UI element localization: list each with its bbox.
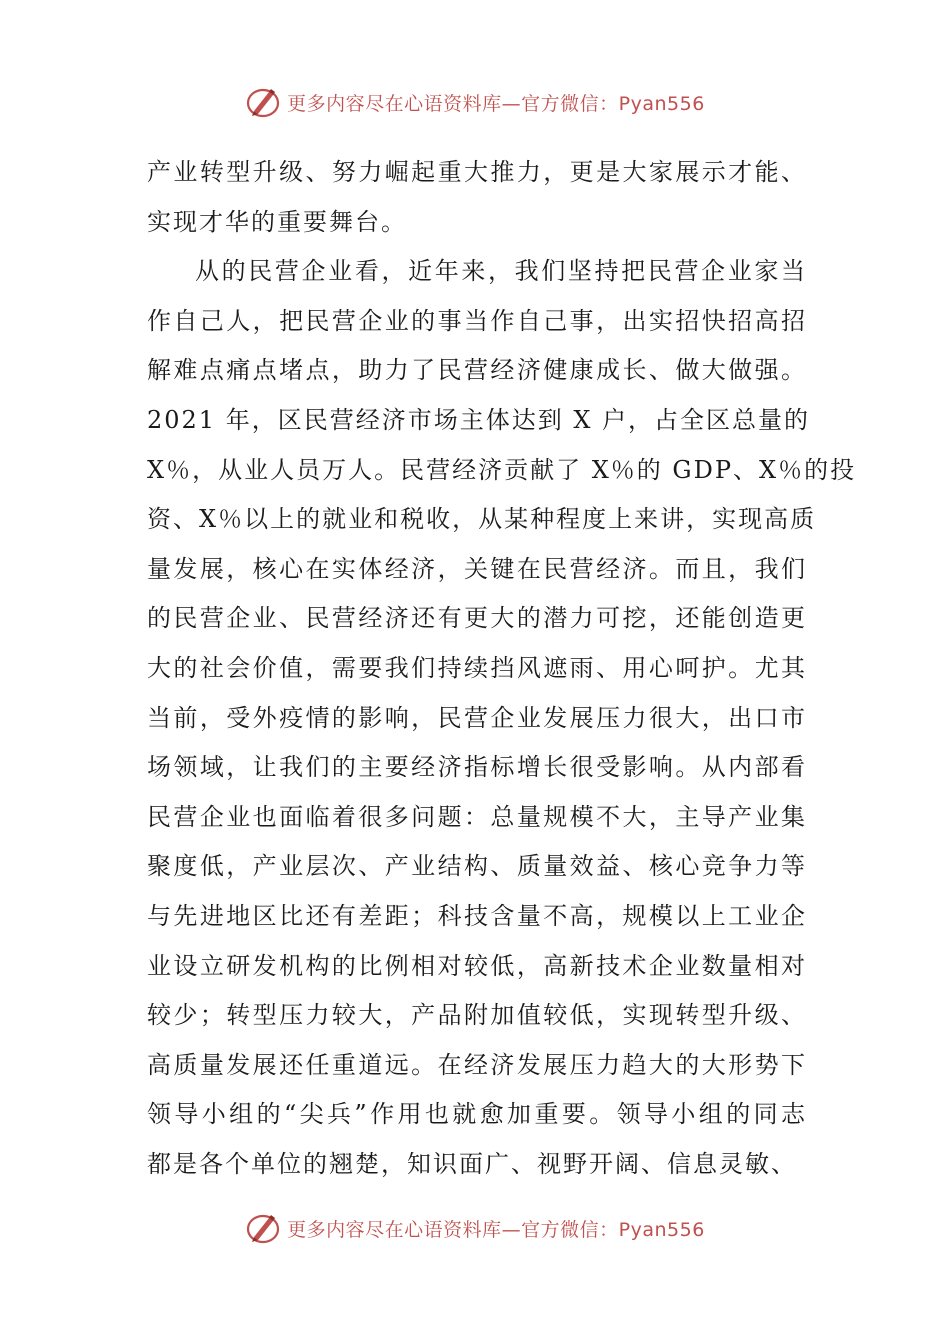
document-body (147, 148, 857, 1189)
text-line: 与先进地区比还有差距；科技含量不高，规模以上工业企 (147, 901, 807, 930)
footer-watermark (0, 1210, 950, 1246)
text-line: 当前，受外疫情的影响，民营企业发展压力很大，出口市 (147, 703, 807, 732)
text-line: 聚度低，产业层次、产业结构、质量效益、核心竞争力等 (147, 852, 807, 881)
paragraph (147, 247, 857, 1189)
text-line: X％，从业人员万人。民营经济贡献了 X％的 GDP、X％的投 (147, 455, 857, 484)
text-line: 领导小组的“尖兵”作用也就愈加重要。领导小组的同志 (147, 1100, 807, 1129)
text-line: 从的民营企业看，近年来，我们坚持把民营企业家当 (195, 257, 807, 286)
text-line: 业设立研发机构的比例相对较低，高新技术企业数量相对 (147, 951, 807, 980)
text-line: 场领域，让我们的主要经济指标增长很受影响。从内部看 (147, 753, 807, 782)
watermark-text: 更多内容尽在心语资料库—官方微信：Pyan556 (287, 1218, 705, 1241)
text-line: 资、X％以上的就业和税收，从某种程度上来讲，实现高质 (147, 505, 817, 534)
text-line: 的民营企业、民营经济还有更大的潜力可挖，还能创造更 (147, 604, 807, 633)
pen-logo-icon (245, 84, 281, 120)
text-line: 2021 年，区民营经济市场主体达到 X 户，占全区总量的 (147, 405, 811, 434)
text-line: 较少；转型压力较大，产品附加值较低，实现转型升级、 (147, 1001, 807, 1030)
text-line: 量发展，核心在实体经济，关键在民营经济。而且，我们 (147, 554, 807, 583)
text-line: 解难点痛点堵点，助力了民营经济健康成长、做大做强。 (147, 356, 807, 385)
text-line: 实现才华的重要舞台。 (147, 207, 407, 236)
text-line: 都是各个单位的翘楚，知识面广、视野开阔、信息灵敏、 (147, 1149, 797, 1178)
text-line: 民营企业也面临着很多问题：总量规模不大，主导产业集 (147, 802, 807, 831)
text-line: 作自己人，把民营企业的事当作自己事，出实招快招高招 (147, 306, 807, 335)
paragraph (147, 148, 807, 247)
watermark-text: 更多内容尽在心语资料库—官方微信：Pyan556 (287, 92, 705, 115)
header-watermark (0, 84, 950, 120)
pen-logo-icon (245, 1210, 281, 1246)
text-line: 大的社会价值，需要我们持续挡风遮雨、用心呵护。尤其 (147, 653, 807, 682)
text-line: 产业转型升级、努力崛起重大推力，更是大家展示才能、 (147, 158, 807, 186)
text-line: 高质量发展还任重道远。在经济发展压力趋大的大形势下 (147, 1050, 807, 1079)
